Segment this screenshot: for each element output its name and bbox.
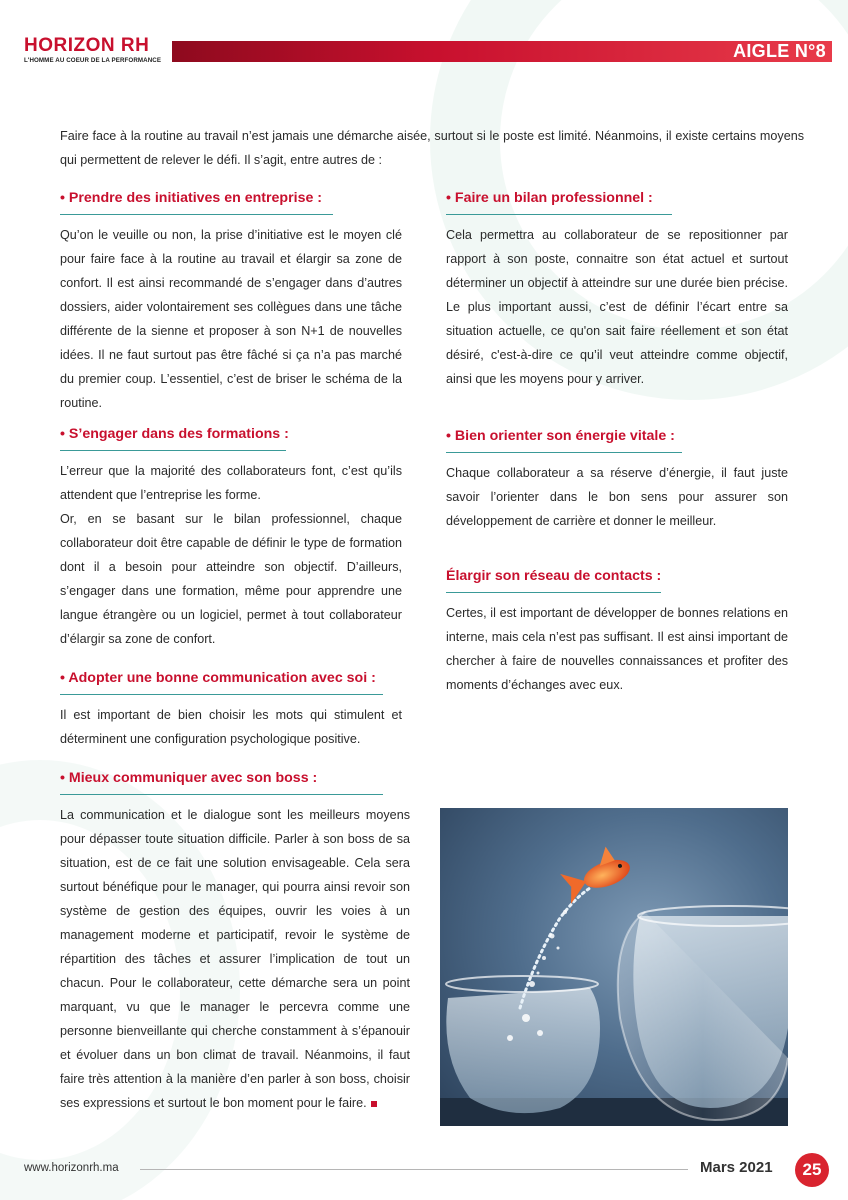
section-body	[60, 803, 410, 1115]
logo	[24, 36, 161, 64]
section-title: • Faire un bilan professionnel :	[446, 190, 653, 206]
section-reseau	[446, 566, 788, 697]
section-body: Certes, il est important de développer de bonnes relations en interne, mais cela n’est pas suffisant. Il est ainsi important de chercher à faire de nouvelles connaissances et profiter des moments d’échanges avec eux.	[446, 606, 788, 692]
section-rule	[446, 452, 682, 453]
section-title: • Adopter une bonne communication avec soi :	[60, 670, 376, 686]
goldfish-jumping-bowl-photo	[440, 808, 788, 1126]
section-formations	[60, 424, 402, 651]
section-rule	[60, 794, 383, 795]
section-body: Or, en se basant sur le bilan professionnel, chaque collaborateur doit être capable de définir le type de formation dont il a besoin pour atteindre son objectif. D’ailleurs, s’engager dans une formation, même pour apprendre une langue étrangère ou un logiciel, permet à tout collaborateur d’élargir sa zone de confort.	[60, 512, 402, 646]
logo-main-text: HORIZON	[24, 35, 116, 56]
section-initiatives	[60, 188, 402, 415]
page-number: 25	[795, 1153, 829, 1187]
section-body: L’erreur que la majorité des collaborateurs font, c’est qu’ils attendent que l’entreprise les forme.	[60, 464, 402, 502]
page-header	[0, 0, 848, 80]
section-rule	[446, 214, 672, 215]
goldfish-photo-illustration	[440, 808, 788, 1126]
section-communication-soi	[60, 668, 402, 751]
footer-date: Mars 2021	[700, 1159, 773, 1176]
section-title: • Bien orienter son énergie vitale :	[446, 428, 675, 444]
section-body-text: La communication et le dialogue sont les meilleurs moyens pour dépasser toute situation difficile. Parler à son boss de sa situation, est de ce fait une solution envisageable. Cela sera surtout bénéfique pour le manager, qui pourra ainsi revoir son système de gestion des équipes, ouvrir les voies à un management moderne et participatif, revoir le système de répartition des tâches et assurer l’implication de tout un chacun. Pour le collaborateur, cette démarche sera un point marquant, vu que le manager le percevra comme une personne bienveillante qui cherche constamment à s’épanouir et évoluer dans un bon climat de travail. Néanmoins, il faut faire très attention à la manière d’en parler à son boss, choisir ses expressions et surtout le bon moment pour le faire.	[60, 808, 410, 1110]
section-body: Chaque collaborateur a sa réserve d’énergie, il faut juste savoir l’orienter dans le bon sens pour assurer son développement de carrière et donner le meilleur.	[446, 466, 788, 528]
goldfish	[557, 841, 635, 904]
logo-wordmark	[24, 36, 161, 55]
logo-rh-text: RH	[120, 35, 150, 56]
footer-rule	[140, 1169, 688, 1170]
section-title: • Mieux communiquer avec son boss :	[60, 770, 318, 786]
section-title: • S’engager dans des formations :	[60, 426, 289, 442]
section-bilan	[446, 188, 788, 391]
section-body: Il est important de bien choisir les mots qui stimulent et déterminent une configuration psychologique positive.	[60, 708, 402, 746]
section-communiquer-boss	[60, 768, 410, 1115]
section-rule	[60, 214, 333, 215]
section-rule	[60, 450, 286, 451]
small-bowl-rim	[446, 976, 598, 992]
logo-tagline: L'HOMME AU COEUR DE LA PERFORMANCE	[24, 57, 162, 64]
section-body: Qu’on le veuille ou non, la prise d’initiative est le moyen clé pour faire face à la routine au travail et élargir sa zone de confort. Il est ainsi recommandé de s’engager dans d’autres dossiers, aider volontairement ses collègues dans une tâche différente de la sienne et proposer à son N+1 de nouvelles idées. Il ne faut surtout pas être fâché si ça n’a pas marché du premier coup. L’essentiel, c’est de briser le schéma de la routine.	[60, 228, 402, 410]
intro-paragraph: Faire face à la routine au travail n’est jamais une démarche aisée, surtout si le poste est limité. Néanmoins, il existe certains moyens qui permettent de relever le défi. Il s’agit, entre autres de :	[60, 129, 804, 167]
section-energie	[446, 426, 788, 533]
small-bowl-water	[446, 988, 600, 1113]
issue-label: AIGLE N°8	[733, 41, 826, 61]
end-mark-icon	[371, 1101, 377, 1107]
section-title: Élargir son réseau de contacts :	[446, 568, 662, 584]
section-rule	[446, 592, 661, 593]
section-rule	[60, 694, 383, 695]
section-body: Cela permettra au collaborateur de se repositionner par rapport à son poste, connaitre son état actuel et surtout déterminer un objectif à atteindre sur une durée bien précise. Le plus important aussi, c’est de définir l’écart entre sa situation actuelle, ce qu'on sait faire réellement et son état désiré, c'est-à-dire ce qu’il veut atteindre comme objectif, ainsi que les moyens pour y arriver.	[446, 228, 788, 386]
footer-url[interactable]: www.horizonrh.ma	[24, 1162, 119, 1174]
page-footer	[0, 1150, 848, 1190]
section-title: • Prendre des initiatives en entreprise :	[60, 190, 323, 206]
